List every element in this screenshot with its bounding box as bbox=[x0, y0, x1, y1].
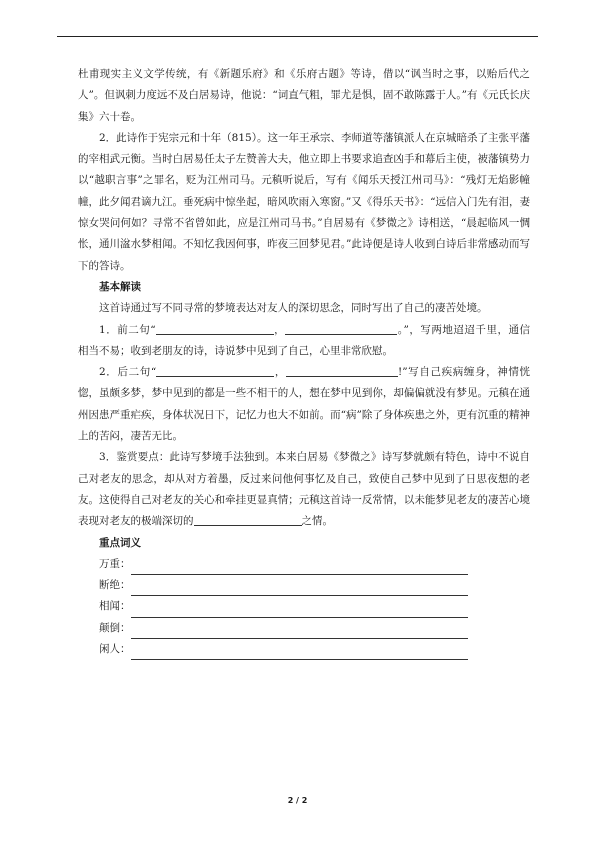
vocab-term: 相闻： bbox=[99, 600, 131, 613]
section-heading-vocab: 重点词义 bbox=[99, 536, 141, 549]
vocab-answer-line[interactable] bbox=[131, 560, 469, 575]
vocab-answer-line[interactable] bbox=[131, 645, 469, 660]
item2-prefix: 2．后二句“ bbox=[99, 366, 157, 379]
paragraph-note-2: 2．此诗作于宪宗元和十年（815）。这一年王承宗、李师道等藩镇派人在京城暗杀了主张平藩的宰相武元衡。当时白居易任太子左赞善大夫，他立即上书要求追查凶手和幕后主使，被藩镇势力以“越职言事”之罪名，贬为江州司马。元稹听说后，写有《闻乐天授江州司马》：“残灯无焰影幢幢，此夕闻君谪九江。垂死病中惊坐起，暗风吹雨入寒窗。”又《得乐天书》：“远信入门先有泪，妻惊女哭问何如？寻常不省曾如此，应是江州司马书。”自居易有《梦微之》诗相送，“晨起临风一惆怅，通川湓水梦相闻。不知忆我因何事，昨夜三回梦见君。”此诗便是诗人收到白诗后非常感动而写下的答诗。 bbox=[78, 131, 530, 272]
item3-suffix: 之情。 bbox=[301, 515, 333, 528]
vocab-term: 万重： bbox=[99, 557, 131, 570]
answer-blank-2a[interactable] bbox=[156, 363, 274, 377]
item1-prefix: 1．前二句“ bbox=[99, 323, 156, 336]
paragraph-continuation: 杜甫现实主义文学传统，有《新题乐府》和《乐府古题》等诗，借以“讽当时之事，以贻后代之人”。但讽刺力度远不及白居易诗，他说：“词直气粗，罪尤是惧，固不敢陈露于人。”有《元氏长庆集》六十卷。 bbox=[78, 68, 530, 123]
vocab-term: 闲人： bbox=[99, 643, 131, 656]
vocab-answer-line[interactable] bbox=[131, 603, 469, 618]
header-rule bbox=[57, 36, 538, 37]
basic-item-2 bbox=[78, 362, 530, 447]
vocab-answer-line[interactable] bbox=[131, 624, 469, 639]
vocab-term: 颠倒： bbox=[99, 621, 131, 634]
vocab-row-xiangwen bbox=[78, 596, 530, 617]
item2-suffix: !”写自己疾病缠身，神情恍惚，虽颇多梦，梦中见到的都是一些不相干的人，想在梦中见到你，却偏偏就没有梦见。元稹在通州因患严重疟疾，身体状况日下，记忆力也大不如前。而“病”除了身体疾患之外，更有沉重的精神上的苦闷，凄苦无比。 bbox=[78, 366, 530, 443]
answer-blank-2b[interactable] bbox=[286, 363, 398, 377]
item2-sep: ， bbox=[274, 366, 286, 379]
basic-item-1 bbox=[78, 320, 530, 363]
basic-intro: 这首诗通过写不同寻常的梦境表达对友人的深切思念，同时写出了自己的凄苦处境。 bbox=[99, 302, 488, 315]
answer-blank-1a[interactable] bbox=[156, 321, 274, 335]
answer-blank-3[interactable] bbox=[194, 512, 302, 526]
page-number: 2 / 2 bbox=[287, 796, 308, 805]
vocab-row-duanjue bbox=[78, 575, 530, 596]
section-heading-basic: 基本解读 bbox=[99, 280, 141, 293]
document-body bbox=[78, 64, 530, 660]
item3-prefix: 3．鉴赏要点：此诗写梦境手法独到。本来白居易《梦微之》诗写梦就颇有特色，诗中不说自己对老友的思念，却从对方着墨，反过来问他何事忆及自己，致使自己梦中见到了日思夜想的老友。这使得自己对老友的关心和牵挂更显真情；元稹这首诗一反常情，以未能梦见老友的凄苦心境表现对老友的极端深切的 bbox=[78, 451, 530, 528]
vocab-row-xianren bbox=[78, 639, 530, 660]
vocab-answer-line[interactable] bbox=[131, 581, 469, 596]
vocab-term: 断绝： bbox=[99, 579, 131, 592]
vocab-row-wanzhong bbox=[78, 554, 530, 575]
item1-suffix: 。”，写两地迢迢千里，通信相当不易；收到老朋友的诗，诗说梦中见到了自己，心里非常欣慰。 bbox=[78, 323, 530, 357]
item1-sep: ， bbox=[273, 323, 286, 336]
basic-item-3 bbox=[78, 447, 530, 532]
vocab-row-diandao bbox=[78, 618, 530, 639]
answer-blank-1b[interactable] bbox=[285, 321, 397, 335]
